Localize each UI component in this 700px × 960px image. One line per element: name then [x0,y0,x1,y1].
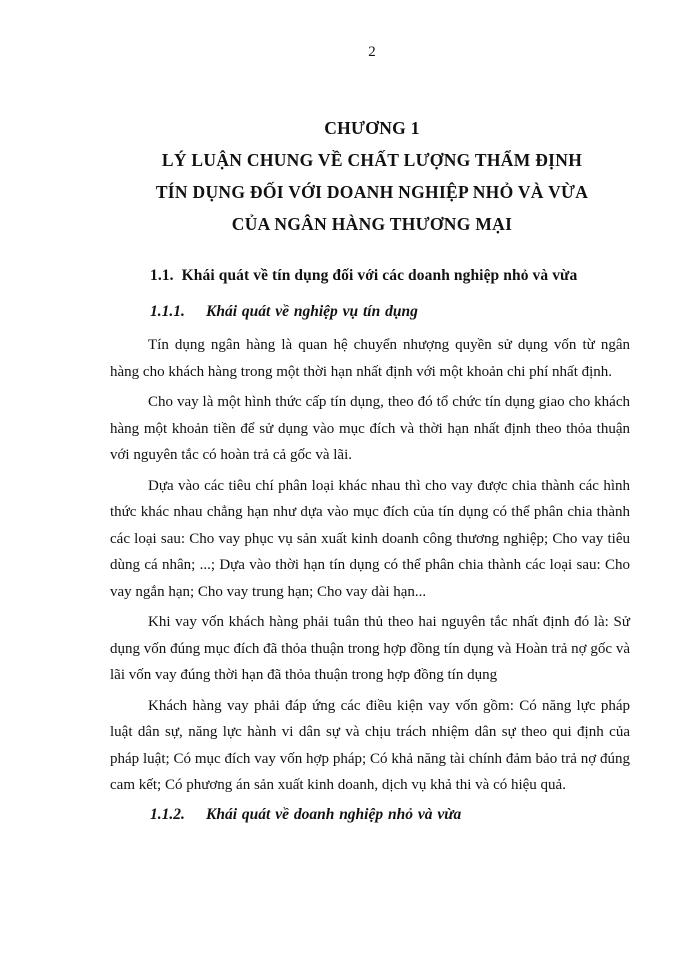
paragraph: Cho vay là một hình thức cấp tín dụng, theo đó tổ chức tín dụng giao cho khách hàng một khoản tiền để sử dụng vào mục đích và thời hạn nhất định theo thỏa thuận với nguyên tắc có hoàn trả cả gốc và lãi. [110,394,630,463]
paragraph: Khách hàng vay phải đáp ứng các điều kiện vay vốn gồm: Có năng lực pháp luật dân sự, năng lực hành vi dân sự và chịu trách nhiệm dân sự theo qui định của pháp luật; Có mục đích vay vốn hợp pháp; Có khả năng tài chính đảm bảo trả nợ đúng cam kết; Có phương án sản xuất kinh doanh, dịch vụ khả thi và có hiệu quả. [110,697,630,793]
section-heading-1-1 [110,264,630,300]
section-heading-1-1-2 [110,803,630,835]
paragraph: Khi vay vốn khách hàng phải tuân thủ theo hai nguyên tắc nhất định đó là: Sử dụng vốn đúng mục đích đã thỏa thuận trong hợp đồng tín dụng và Hoàn trả nợ gốc và lãi vốn vay đúng thời hạn đã thỏa thuận trong hợp đồng tín dụng [110,614,630,683]
paragraph: Tín dụng ngân hàng là quan hệ chuyển nhượng quyền sử dụng vốn từ ngân hàng cho khách hàng trong một thời hạn nhất định với một khoản chi phí nhất định. [110,337,630,380]
chapter-title-line-1: LÝ LUẬN CHUNG VỀ CHẤT LƯỢNG THẨM ĐỊNH [161,150,583,170]
section-number: 1.1. [150,267,174,284]
section-title: Khái quát về doanh nghiệp nhỏ và vừa [206,805,462,823]
section-title: Khái quát về tín dụng đối với các doanh nghiệp nhỏ và vừa [181,267,578,284]
chapter-label: CHƯƠNG 1 [324,118,420,138]
section-number: 1.1.2. [150,805,185,823]
section-number: 1.1.1. [150,303,185,320]
paragraph: Dựa vào các tiêu chí phân loại khác nhau thì cho vay được chia thành các hình thức khác nhau chẳng hạn như dựa vào mục đích của tín dụng có thể phân chia thành các loại sau: Cho vay phục vụ sản xuất kinh doanh công thương nghiệp; Cho vay tiêu dùng cá nhân; ...; Dựa vào thời hạn tín dụng có thể phân chia thành các loại sau: Cho vay ngắn hạn; Cho vay trung hạn; Cho vay dài hạn... [110,477,630,600]
document-body [110,264,630,835]
section-heading-1-1-1 [110,300,630,332]
chapter-title-line-3: CỦA NGÂN HÀNG THƯƠNG MẠI [231,214,513,234]
chapter-title-line-2: TÍN DỤNG ĐỐI VỚI DOANH NGHIỆP NHỎ VÀ VỪA [155,182,589,202]
chapter-heading [82,112,662,240]
section-title: Khái quát về nghiệp vụ tín dụng [206,303,418,320]
page-number: 2 [368,44,376,60]
